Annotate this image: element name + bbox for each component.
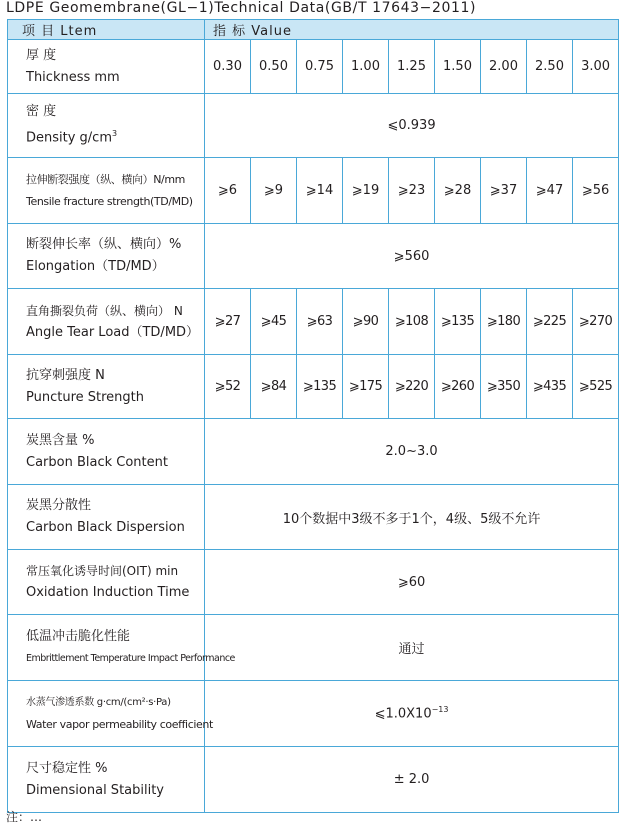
table-row <box>8 224 619 289</box>
label-en: Density g/cm <box>26 130 112 146</box>
label-en: Tensile fracture strength(TD/MD) <box>26 194 193 208</box>
label-zh: 拉伸断裂强度（纵、横向）N/mm <box>26 172 185 186</box>
table-row <box>8 355 619 419</box>
label-en-sup: 3 <box>112 129 118 139</box>
label-en: Embrittlement Temperature Impact Performance <box>26 652 235 664</box>
value-cell: 0.50 <box>251 40 297 94</box>
label-en: Angle Tear Load（TD/MD） <box>26 324 200 340</box>
value-cell: ⩾84 <box>251 355 297 419</box>
table-header-row <box>8 20 619 40</box>
value-cell: ⩾525 <box>573 355 619 419</box>
label-en: Oxidation Induction Time <box>26 585 190 600</box>
label-en: Puncture Strength <box>26 389 144 405</box>
label-zh: 炭黑含量 % <box>26 432 95 448</box>
label-en: Elongation（TD/MD） <box>26 259 165 274</box>
value-cell: ⩾45 <box>251 289 297 355</box>
value-cell: ⩾6 <box>205 158 251 224</box>
value-cell: ⩾23 <box>389 158 435 224</box>
table-row <box>8 550 619 615</box>
value-cell: ⩾63 <box>297 289 343 355</box>
value-cell: 2.50 <box>527 40 573 94</box>
value-cell: ⩾9 <box>251 158 297 224</box>
value-cell: ⩾350 <box>481 355 527 419</box>
value-cell: 1.50 <box>435 40 481 94</box>
row-label <box>8 419 205 485</box>
table-row <box>8 681 619 747</box>
label-zh: 常压氧化诱导时间(OIT) min <box>26 564 179 578</box>
value-cell: 2.00 <box>481 40 527 94</box>
value-cell: 0.30 <box>205 40 251 94</box>
label-zh: 尺寸稳定性 % <box>26 760 108 776</box>
value-cell: ⩽0.939 <box>205 94 619 158</box>
value-cell: ⩾175 <box>343 355 389 419</box>
value-cell: 1.00 <box>343 40 389 94</box>
footnote: 注：… <box>6 810 43 824</box>
value-cell: ⩾56 <box>573 158 619 224</box>
label-zh: 断裂伸长率（纵、横向）% <box>26 237 182 252</box>
label-zh: 直角撕裂负荷（纵、横向） N <box>26 303 183 318</box>
technical-data-table <box>7 19 619 813</box>
vapor-exponent: −13 <box>431 705 449 715</box>
row-label <box>8 485 205 550</box>
label-en: Water vapor permeability coefficient <box>26 717 213 731</box>
table-row <box>8 615 619 681</box>
value-cell: 1.25 <box>389 40 435 94</box>
label-zh: 水蒸气渗透系数 g·cm/(cm²·s·Pa) <box>26 696 171 708</box>
value-cell: ⩾135 <box>435 289 481 355</box>
value-cell: ⩾14 <box>297 158 343 224</box>
value-cell: ⩾225 <box>527 289 573 355</box>
row-label <box>8 747 205 813</box>
header-item: 项 目 Ltem <box>8 20 205 40</box>
value-cell: ⩾90 <box>343 289 389 355</box>
value-cell: ⩾28 <box>435 158 481 224</box>
value-cell: ⩾52 <box>205 355 251 419</box>
table-row <box>8 485 619 550</box>
table-row <box>8 419 619 485</box>
value-cell: ⩾27 <box>205 289 251 355</box>
label-en: Carbon Black Content <box>26 454 168 470</box>
value-cell <box>205 681 619 747</box>
value-cell: ⩾108 <box>389 289 435 355</box>
label-zh: 厚 度 <box>26 47 57 63</box>
value-cell: ⩾435 <box>527 355 573 419</box>
value-cell: ⩾47 <box>527 158 573 224</box>
row-label <box>8 94 205 158</box>
label-en: Carbon Black Dispersion <box>26 520 185 535</box>
value-cell: 0.75 <box>297 40 343 94</box>
value-cell: 3.00 <box>573 40 619 94</box>
label-zh: 炭黑分散性 <box>26 498 92 513</box>
value-cell: ⩾220 <box>389 355 435 419</box>
value-cell: ⩾19 <box>343 158 389 224</box>
value-cell: ⩾60 <box>205 550 619 615</box>
label-en: Thickness mm <box>26 69 120 85</box>
table-row <box>8 40 619 94</box>
row-label <box>8 355 205 419</box>
table-row <box>8 94 619 158</box>
label-en: Dimensional Stability <box>26 782 165 798</box>
table-row <box>8 158 619 224</box>
table-row <box>8 747 619 813</box>
header-value: 指 标 Value <box>205 20 619 40</box>
row-label <box>8 550 205 615</box>
row-label <box>8 158 205 224</box>
value-cell: ⩾180 <box>481 289 527 355</box>
value-cell: ⩾560 <box>205 224 619 289</box>
row-label <box>8 224 205 289</box>
value-cell: 10个数据中3级不多于1个，4级、5级不允许 <box>205 485 619 550</box>
row-label <box>8 289 205 355</box>
label-zh: 低温冲击脆化性能 <box>26 628 131 644</box>
value-cell: 2.0~3.0 <box>205 419 619 485</box>
table-row <box>8 289 619 355</box>
table-title: LDPE Geomembrane(GL−1)Technical Data(GB/T 17643−2011) <box>6 0 477 16</box>
row-label <box>8 40 205 94</box>
row-label <box>8 615 235 681</box>
label-zh: 密 度 <box>26 104 57 120</box>
value-cell: ⩾260 <box>435 355 481 419</box>
value-cell: ⩾37 <box>481 158 527 224</box>
vapor-value: ⩽1.0X10 <box>374 706 432 722</box>
row-label <box>8 681 213 747</box>
label-zh: 抗穿刺强度 N <box>26 367 105 383</box>
value-cell: ⩾270 <box>573 289 619 355</box>
value-cell: ± 2.0 <box>205 747 619 813</box>
value-cell: ⩾135 <box>297 355 343 419</box>
value-cell: 通过 <box>205 615 619 681</box>
